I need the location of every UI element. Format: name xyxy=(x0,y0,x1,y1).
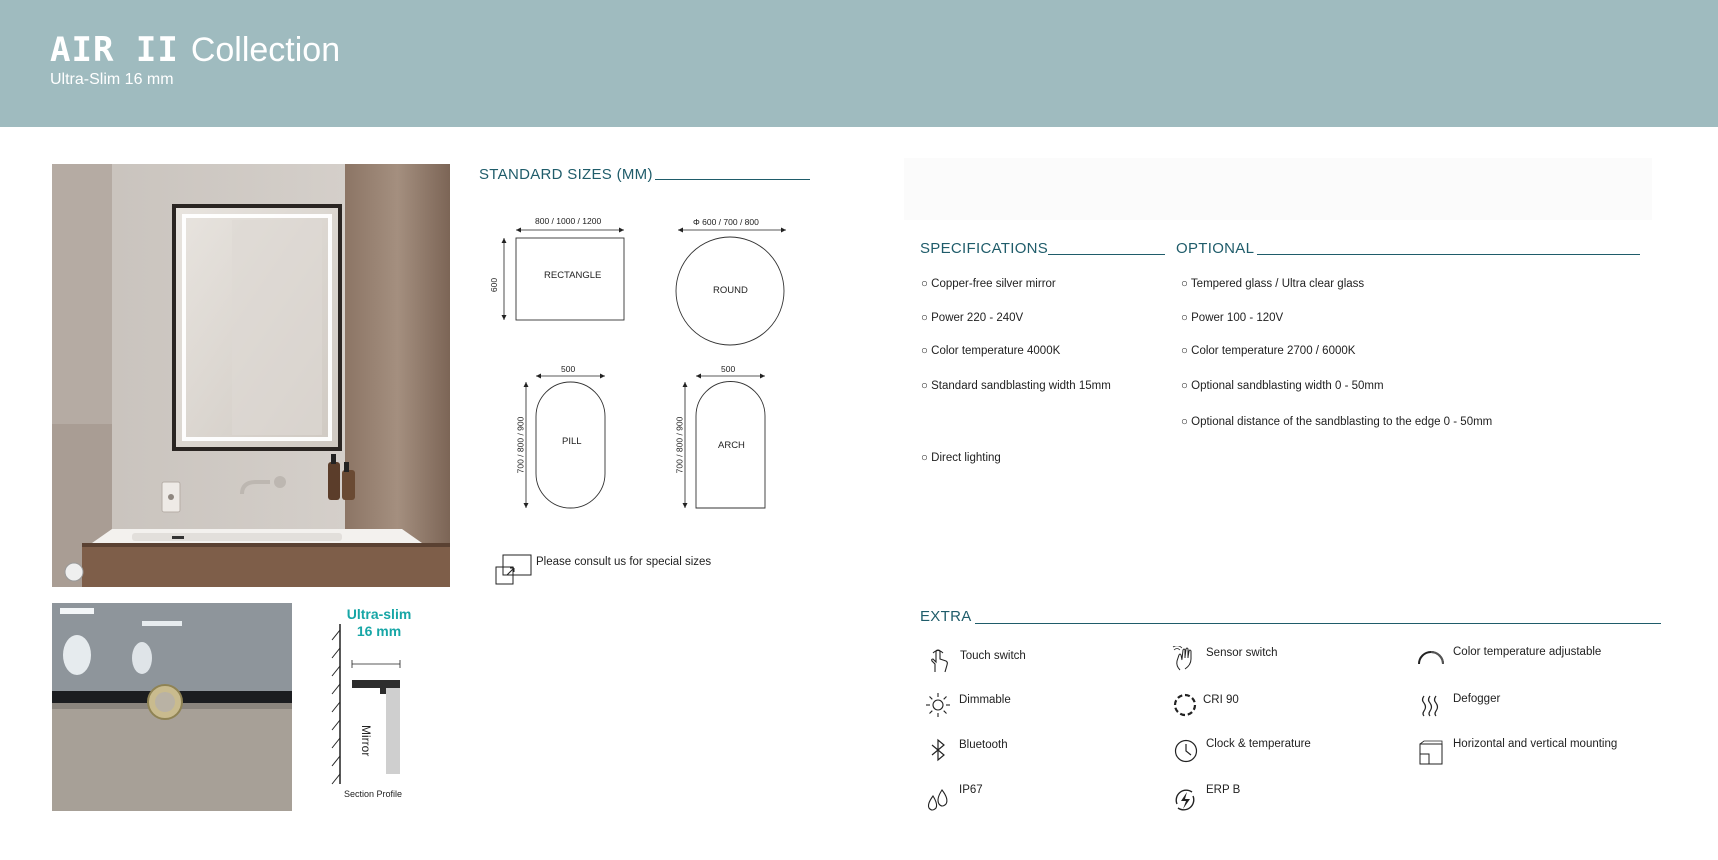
ultra-slim-line2: 16 mm xyxy=(356,623,402,639)
clock-icon xyxy=(1173,738,1199,764)
round-diagram xyxy=(672,212,792,352)
standard-sizes-title: STANDARD SIZES (MM) xyxy=(479,166,653,183)
sensor-hand-icon xyxy=(1172,646,1198,672)
collection-title xyxy=(50,30,340,70)
collection-subtitle: Ultra-Slim 16 mm xyxy=(50,71,174,88)
resize-icon xyxy=(495,553,533,587)
extra-label-sensor: Sensor switch xyxy=(1206,647,1278,659)
extra-label-erp: ERP B xyxy=(1206,784,1241,796)
consult-special-sizes: Please consult us for special sizes xyxy=(536,556,712,568)
sun-icon xyxy=(925,692,951,718)
pill-diagram xyxy=(506,364,616,514)
blank-panel xyxy=(904,158,1652,220)
spec-item: ○ Standard sandblasting width 15mm xyxy=(921,380,1111,392)
product-photo xyxy=(52,164,450,587)
arch-width-dim: 500 xyxy=(721,364,736,374)
round-label: ROUND xyxy=(713,285,748,296)
spec-item: ○ Color temperature 4000K xyxy=(921,345,1061,357)
optional-rule xyxy=(1257,254,1640,255)
arch-height-dim: 700 / 800 / 900 xyxy=(674,416,685,474)
section-profile-drawing xyxy=(320,620,410,790)
cri-ring-icon xyxy=(1172,692,1198,718)
arch-diagram xyxy=(666,364,776,514)
extra-label-mounting: Horizontal and vertical mounting xyxy=(1453,738,1618,750)
mounting-icon xyxy=(1418,740,1444,766)
optional-item: ○ Tempered glass / Ultra clear glass xyxy=(1181,278,1365,290)
ultra-slim-coin-photo xyxy=(52,603,292,811)
pill-width-dim: 500 xyxy=(561,364,576,374)
bathroom-scene-image xyxy=(52,164,450,587)
section-profile-caption: Section Profile xyxy=(344,789,403,799)
optional-item: ○ Color temperature 2700 / 6000K xyxy=(1181,345,1356,357)
extra-label-cri: CRI 90 xyxy=(1203,694,1239,706)
extra-label-defogger: Defogger xyxy=(1453,693,1501,705)
energy-bolt-icon xyxy=(1172,787,1198,813)
optional-item: ○ Optional distance of the sandblasting to the edge 0 - 50mm xyxy=(1181,416,1493,428)
rectangle-width-dim: 800 / 1000 / 1200 xyxy=(535,216,602,226)
extra-rule xyxy=(975,623,1661,624)
spec-item: ○ Copper-free silver mirror xyxy=(921,278,1056,290)
water-drops-icon xyxy=(925,788,951,814)
extra-label-color-temperature: Color temperature adjustable xyxy=(1453,646,1602,658)
bluetooth-icon xyxy=(925,737,951,763)
extra-label-bluetooth: Bluetooth xyxy=(959,739,1008,751)
rectangle-label: RECTANGLE xyxy=(544,270,602,281)
coin-closeup-image xyxy=(52,603,292,811)
header-banner xyxy=(0,0,1718,127)
specifications-title: SPECIFICATIONS xyxy=(920,240,1049,257)
defogger-waves-icon xyxy=(1418,693,1444,719)
pill-height-dim: 700 / 800 / 900 xyxy=(515,416,526,474)
collection-word: Collection xyxy=(190,31,341,69)
rectangle-shape xyxy=(490,212,630,326)
touch-icon xyxy=(926,648,952,674)
extra-label-touch: Touch switch xyxy=(960,650,1026,662)
extra-label-dimmable: Dimmable xyxy=(959,694,1011,706)
optional-item: ○ Power 100 - 120V xyxy=(1181,312,1284,324)
round-shape xyxy=(672,212,792,352)
round-width-dim: Φ 600 / 700 / 800 xyxy=(693,217,759,227)
color-temperature-icon xyxy=(1418,648,1444,674)
collection-name: AIR II xyxy=(50,30,179,70)
rectangle-height-dim: 600 xyxy=(489,277,500,293)
specifications-rule xyxy=(1048,254,1165,255)
spec-item: ○ Direct lighting xyxy=(921,452,1001,464)
mirror-label: Mirror xyxy=(359,725,373,757)
ultra-slim-line1: Ultra-slim xyxy=(346,606,412,622)
arch-label: ARCH xyxy=(718,440,745,451)
rectangle-diagram xyxy=(490,212,630,326)
extra-label-ip67: IP67 xyxy=(959,784,983,796)
spec-item: ○ Power 220 - 240V xyxy=(921,312,1024,324)
extra-title: EXTRA xyxy=(920,608,972,625)
standard-sizes-rule xyxy=(655,179,810,180)
optional-item: ○ Optional sandblasting width 0 - 50mm xyxy=(1181,380,1384,392)
optional-title: OPTIONAL xyxy=(1176,240,1255,257)
extra-label-clock: Clock & temperature xyxy=(1206,738,1311,750)
pill-label: PILL xyxy=(562,436,582,447)
